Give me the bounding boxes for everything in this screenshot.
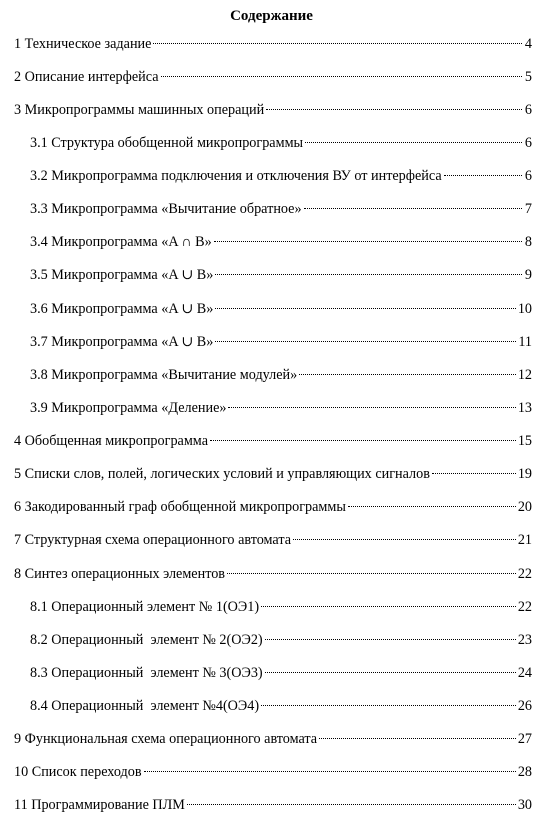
toc-page-number: 11 <box>518 334 532 350</box>
toc-subentry[interactable] <box>30 299 532 319</box>
toc-dot-leader <box>348 506 516 507</box>
toc-page-number: 13 <box>517 400 532 416</box>
toc-entry-title: 6 Закодированный граф обобщенной микропрограммы <box>14 499 346 515</box>
toc-dot-leader <box>299 374 516 375</box>
toc-entry-title: 3.9 Микропрограмма «Деление» <box>30 400 227 416</box>
toc-dot-leader <box>215 274 522 275</box>
toc-entry-title: 1 Техническое задание <box>14 36 152 52</box>
toc-subentry[interactable] <box>30 696 532 716</box>
toc-page-number: 6 <box>524 168 532 184</box>
toc-entry-title: 9 Функциональная схема операционного автомата <box>14 731 318 747</box>
toc-page-number: 4 <box>524 36 532 52</box>
toc-page-number: 30 <box>517 797 532 813</box>
toc-entry[interactable] <box>14 67 532 87</box>
toc-page-number: 19 <box>517 466 532 482</box>
toc-dot-leader <box>210 440 516 441</box>
toc-dot-leader <box>266 109 522 110</box>
toc-subentry[interactable] <box>30 597 532 617</box>
toc-page-number: 28 <box>517 764 532 780</box>
toc-dot-leader <box>432 473 516 474</box>
toc-entry-title: 3.3 Микропрограмма «Вычитание обратное» <box>30 201 302 217</box>
toc-subentry[interactable] <box>30 663 532 683</box>
toc-entry[interactable] <box>14 464 532 484</box>
toc-entry-title: 3.6 Микропрограмма «A ∪ B» <box>30 301 214 317</box>
toc-page-number: 22 <box>517 566 532 582</box>
toc-entry-title: 5 Списки слов, полей, логических условий и управляющих сигналов <box>14 466 430 482</box>
toc-entry[interactable] <box>14 100 532 120</box>
toc-dot-leader <box>215 341 516 342</box>
toc-page-number: 22 <box>517 599 532 615</box>
toc-entry-title: 3.4 Микропрограмма «A ∩ B» <box>30 234 212 250</box>
toc-page-number: 10 <box>517 301 532 317</box>
toc-entry[interactable] <box>14 729 532 749</box>
toc-entry-title: 8.2 Операционный элемент № 2(ОЭ2) <box>30 632 263 648</box>
toc-page-number: 12 <box>517 367 532 383</box>
toc-entry-title: 3.7 Микропрограмма «A ∪ B» <box>30 334 214 350</box>
toc-page-number: 23 <box>517 632 532 648</box>
toc-subentry[interactable] <box>30 265 532 285</box>
toc-dot-leader <box>293 539 516 540</box>
toc-entry-title: 3 Микропрограммы машинных операций <box>14 102 265 118</box>
toc-page-number: 26 <box>517 698 532 714</box>
toc-entry-title: 8.1 Операционный элемент № 1(ОЭ1) <box>30 599 260 615</box>
toc-subentry[interactable] <box>30 133 532 153</box>
toc-entry-title: 3.2 Микропрограмма подключения и отключения ВУ от интерфейса <box>30 168 442 184</box>
toc-subentry[interactable] <box>30 332 532 352</box>
toc-page-number: 27 <box>517 731 532 747</box>
toc-dot-leader <box>261 606 516 607</box>
toc-dot-leader <box>215 308 515 309</box>
toc-entry-title: 2 Описание интерфейса <box>14 69 159 85</box>
toc-page-number: 15 <box>517 433 532 449</box>
toc-entry-title: 3.5 Микропрограмма «A ∪ B» <box>30 267 214 283</box>
toc-dot-leader <box>444 175 522 176</box>
toc-entry-title: 8 Синтез операционных элементов <box>14 566 226 582</box>
toc-page-number: 8 <box>524 234 532 250</box>
page-title: Содержание <box>230 8 313 24</box>
toc-subentry[interactable] <box>30 166 532 186</box>
toc-subentry[interactable] <box>30 199 532 219</box>
toc-page-number: 7 <box>524 201 532 217</box>
toc-entry-title: 3.1 Структура обобщенной микропрограммы <box>30 135 304 151</box>
toc-dot-leader <box>319 738 516 739</box>
toc-entry-title: 11 Программирование ПЛМ <box>14 797 185 813</box>
toc-dot-leader <box>187 804 516 805</box>
toc-entry-title: 8.4 Операционный элемент №4(ОЭ4) <box>30 698 260 714</box>
toc-page-number: 6 <box>524 102 532 118</box>
toc-subentry[interactable] <box>30 630 532 650</box>
toc-entry-title: 7 Структурная схема операционного автомата <box>14 532 292 548</box>
toc-dot-leader <box>261 705 516 706</box>
toc-entry[interactable] <box>14 762 532 782</box>
toc-dot-leader <box>144 771 516 772</box>
toc-dot-leader <box>153 43 522 44</box>
toc-entry[interactable] <box>14 564 532 584</box>
toc-dot-leader <box>265 639 516 640</box>
toc-entry-title: 3.8 Микропрограмма «Вычитание модулей» <box>30 367 298 383</box>
toc-dot-leader <box>161 76 523 77</box>
toc-entry-title: 4 Обобщенная микропрограмма <box>14 433 208 449</box>
toc-dot-leader <box>214 241 522 242</box>
toc-page-number: 9 <box>524 267 532 283</box>
toc-page-number: 21 <box>517 532 532 548</box>
toc-page-number: 20 <box>517 499 532 515</box>
toc-subentry[interactable] <box>30 232 532 252</box>
toc-dot-leader <box>265 672 516 673</box>
toc-entry-title: 8.3 Операционный элемент № 3(ОЭ3) <box>30 665 263 681</box>
toc-subentry[interactable] <box>30 365 532 385</box>
toc-page-number: 6 <box>524 135 532 151</box>
toc-entry[interactable] <box>14 497 532 517</box>
toc-dot-leader <box>305 142 522 143</box>
toc-subentry[interactable] <box>30 398 532 418</box>
toc-entry-title: 10 Список переходов <box>14 764 142 780</box>
toc-dot-leader <box>228 407 515 408</box>
toc-page-number: 5 <box>524 69 532 85</box>
toc-entry[interactable] <box>14 530 532 550</box>
toc-entry[interactable] <box>14 34 532 54</box>
toc-dot-leader <box>304 208 522 209</box>
toc-entry[interactable] <box>14 795 532 815</box>
toc-dot-leader <box>227 573 516 574</box>
toc-entry[interactable] <box>14 431 532 451</box>
toc-page-number: 24 <box>517 665 532 681</box>
